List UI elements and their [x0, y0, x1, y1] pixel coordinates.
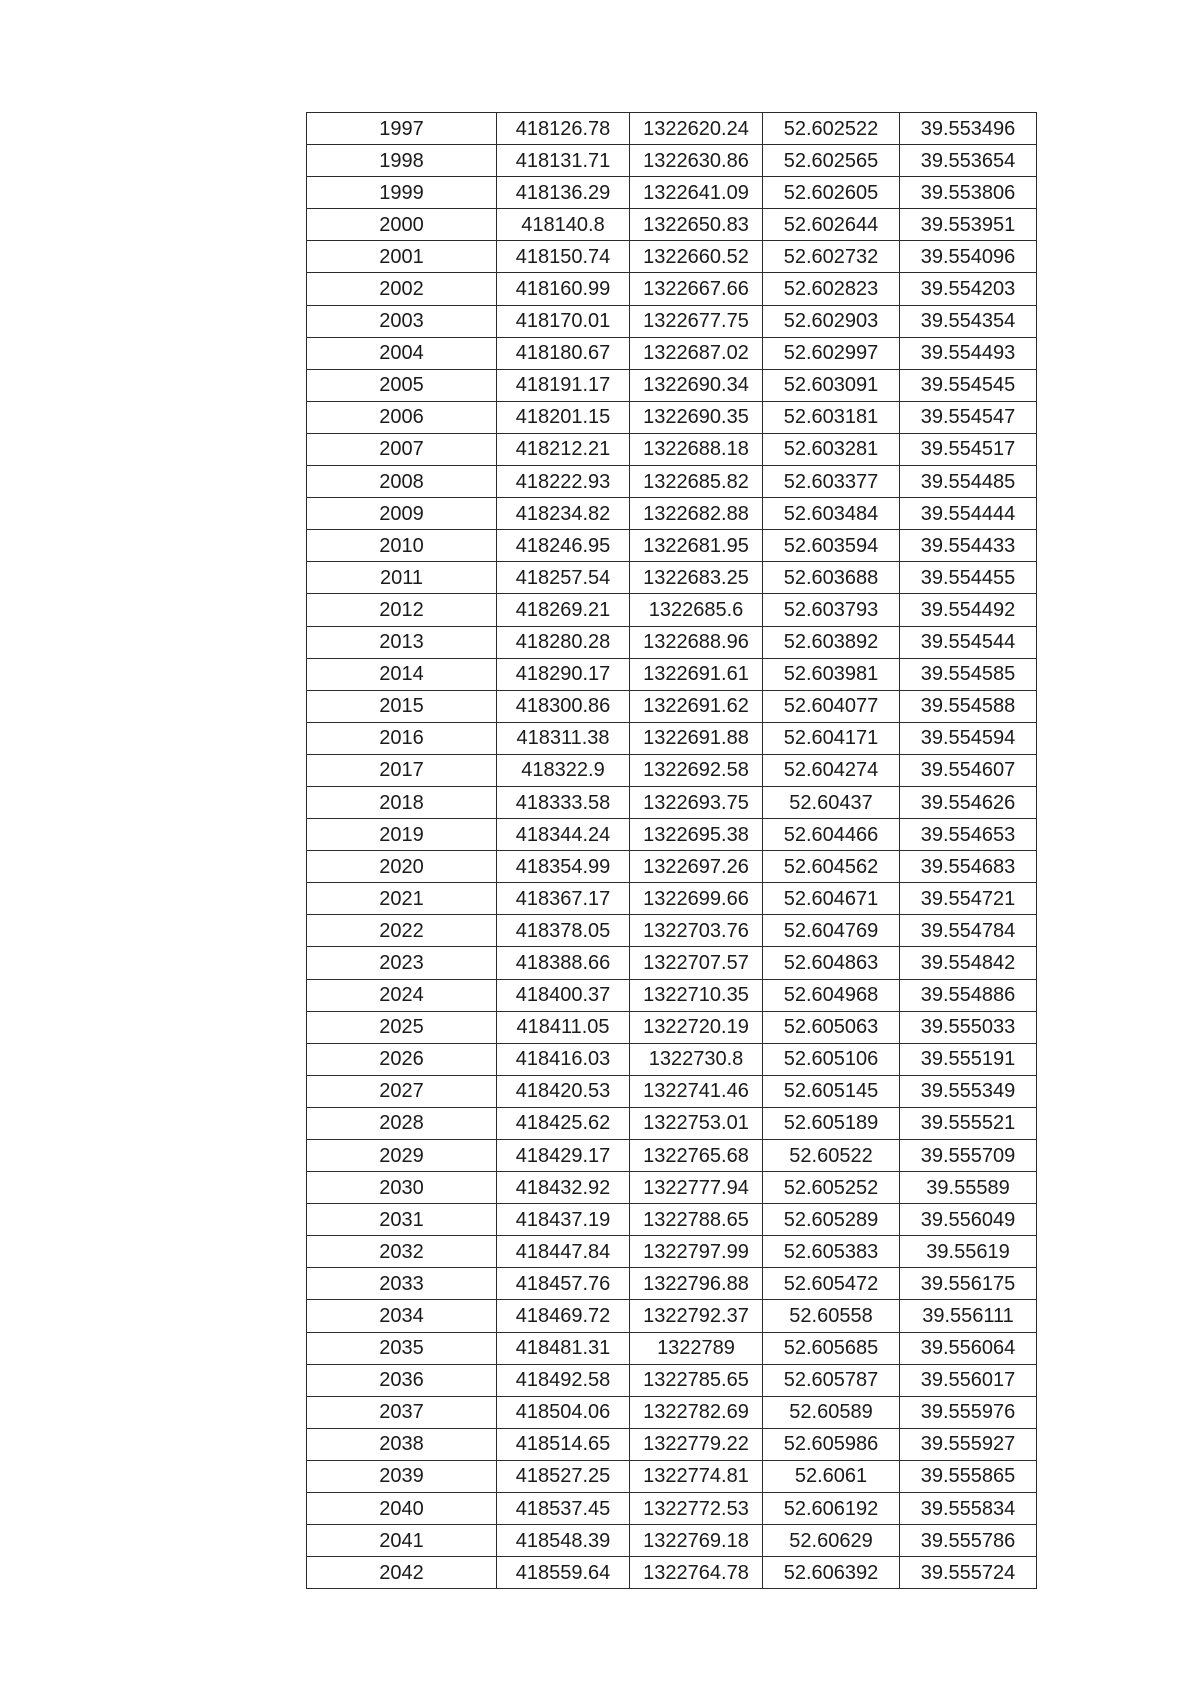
- latitude-cell: 52.602605: [763, 177, 900, 209]
- x-coordinate-cell: 418411.05: [497, 1011, 630, 1043]
- point-number-cell: 2018: [307, 786, 497, 818]
- longitude-cell: 39.554842: [900, 947, 1037, 979]
- x-coordinate-cell: 418160.99: [497, 273, 630, 305]
- latitude-cell: 52.606192: [763, 1493, 900, 1525]
- latitude-cell: 52.604562: [763, 851, 900, 883]
- longitude-cell: 39.554721: [900, 883, 1037, 915]
- point-number-cell: 2040: [307, 1493, 497, 1525]
- y-coordinate-cell: 1322699.66: [630, 883, 763, 915]
- y-coordinate-cell: 1322641.09: [630, 177, 763, 209]
- y-coordinate-cell: 1322788.65: [630, 1204, 763, 1236]
- latitude-cell: 52.60558: [763, 1300, 900, 1332]
- x-coordinate-cell: 418170.01: [497, 305, 630, 337]
- latitude-cell: 52.604274: [763, 754, 900, 786]
- table-row: [307, 722, 1037, 754]
- latitude-cell: 52.604769: [763, 915, 900, 947]
- point-number-cell: 2005: [307, 369, 497, 401]
- y-coordinate-cell: 1322650.83: [630, 209, 763, 241]
- latitude-cell: 52.605787: [763, 1364, 900, 1396]
- point-number-cell: 2030: [307, 1172, 497, 1204]
- table-row: [307, 209, 1037, 241]
- table-row: [307, 754, 1037, 786]
- x-coordinate-cell: 418354.99: [497, 851, 630, 883]
- point-number-cell: 2014: [307, 658, 497, 690]
- longitude-cell: 39.553806: [900, 177, 1037, 209]
- table-row: [307, 1140, 1037, 1172]
- x-coordinate-cell: 418432.92: [497, 1172, 630, 1204]
- latitude-cell: 52.605685: [763, 1332, 900, 1364]
- latitude-cell: 52.604968: [763, 979, 900, 1011]
- x-coordinate-cell: 418300.86: [497, 690, 630, 722]
- longitude-cell: 39.554203: [900, 273, 1037, 305]
- x-coordinate-cell: 418180.67: [497, 337, 630, 369]
- x-coordinate-cell: 418222.93: [497, 466, 630, 498]
- table-row: [307, 530, 1037, 562]
- point-number-cell: 2042: [307, 1557, 497, 1589]
- y-coordinate-cell: 1322630.86: [630, 145, 763, 177]
- y-coordinate-cell: 1322688.96: [630, 626, 763, 658]
- x-coordinate-cell: 418126.78: [497, 113, 630, 145]
- longitude-cell: 39.555521: [900, 1107, 1037, 1139]
- x-coordinate-cell: 418378.05: [497, 915, 630, 947]
- longitude-cell: 39.555033: [900, 1011, 1037, 1043]
- point-number-cell: 2024: [307, 979, 497, 1011]
- latitude-cell: 52.602732: [763, 241, 900, 273]
- point-number-cell: 2041: [307, 1525, 497, 1557]
- table-row: [307, 690, 1037, 722]
- table-row: [307, 979, 1037, 1011]
- longitude-cell: 39.555709: [900, 1140, 1037, 1172]
- y-coordinate-cell: 1322779.22: [630, 1428, 763, 1460]
- y-coordinate-cell: 1322741.46: [630, 1075, 763, 1107]
- table-row: [307, 273, 1037, 305]
- y-coordinate-cell: 1322683.25: [630, 562, 763, 594]
- y-coordinate-cell: 1322774.81: [630, 1460, 763, 1492]
- point-number-cell: 2038: [307, 1428, 497, 1460]
- longitude-cell: 39.556064: [900, 1332, 1037, 1364]
- table-row: [307, 1075, 1037, 1107]
- latitude-cell: 52.605145: [763, 1075, 900, 1107]
- table-row: [307, 145, 1037, 177]
- latitude-cell: 52.603181: [763, 401, 900, 433]
- latitude-cell: 52.602644: [763, 209, 900, 241]
- table-row: [307, 1364, 1037, 1396]
- latitude-cell: 52.605189: [763, 1107, 900, 1139]
- table-row: [307, 658, 1037, 690]
- table-row: [307, 1300, 1037, 1332]
- longitude-cell: 39.554626: [900, 786, 1037, 818]
- longitude-cell: 39.554547: [900, 401, 1037, 433]
- latitude-cell: 52.603981: [763, 658, 900, 690]
- longitude-cell: 39.554433: [900, 530, 1037, 562]
- y-coordinate-cell: 1322785.65: [630, 1364, 763, 1396]
- x-coordinate-cell: 418367.17: [497, 883, 630, 915]
- table-row: [307, 1428, 1037, 1460]
- point-number-cell: 2007: [307, 433, 497, 465]
- longitude-cell: 39.555191: [900, 1043, 1037, 1075]
- longitude-cell: 39.554096: [900, 241, 1037, 273]
- point-number-cell: 2000: [307, 209, 497, 241]
- table-row: [307, 113, 1037, 145]
- point-number-cell: 2012: [307, 594, 497, 626]
- longitude-cell: 39.554653: [900, 819, 1037, 851]
- y-coordinate-cell: 1322667.66: [630, 273, 763, 305]
- latitude-cell: 52.603281: [763, 433, 900, 465]
- longitude-cell: 39.554492: [900, 594, 1037, 626]
- longitude-cell: 39.553496: [900, 113, 1037, 145]
- latitude-cell: 52.606392: [763, 1557, 900, 1589]
- table-row: [307, 1493, 1037, 1525]
- y-coordinate-cell: 1322797.99: [630, 1236, 763, 1268]
- y-coordinate-cell: 1322690.35: [630, 401, 763, 433]
- point-number-cell: 2010: [307, 530, 497, 562]
- table-row: [307, 401, 1037, 433]
- table-row: [307, 1011, 1037, 1043]
- y-coordinate-cell: 1322687.02: [630, 337, 763, 369]
- longitude-cell: 39.555786: [900, 1525, 1037, 1557]
- table-row: [307, 1107, 1037, 1139]
- point-number-cell: 2033: [307, 1268, 497, 1300]
- table-row: [307, 1204, 1037, 1236]
- point-number-cell: 1998: [307, 145, 497, 177]
- table-row: [307, 433, 1037, 465]
- point-number-cell: 2004: [307, 337, 497, 369]
- x-coordinate-cell: 418246.95: [497, 530, 630, 562]
- x-coordinate-cell: 418257.54: [497, 562, 630, 594]
- x-coordinate-cell: 418269.21: [497, 594, 630, 626]
- longitude-cell: 39.554585: [900, 658, 1037, 690]
- longitude-cell: 39.555927: [900, 1428, 1037, 1460]
- x-coordinate-cell: 418469.72: [497, 1300, 630, 1332]
- latitude-cell: 52.604466: [763, 819, 900, 851]
- point-number-cell: 2029: [307, 1140, 497, 1172]
- point-number-cell: 2016: [307, 722, 497, 754]
- longitude-cell: 39.554544: [900, 626, 1037, 658]
- table-row: [307, 915, 1037, 947]
- point-number-cell: 2027: [307, 1075, 497, 1107]
- x-coordinate-cell: 418429.17: [497, 1140, 630, 1172]
- latitude-cell: 52.604863: [763, 947, 900, 979]
- table-row: [307, 626, 1037, 658]
- latitude-cell: 52.603688: [763, 562, 900, 594]
- point-number-cell: 2037: [307, 1396, 497, 1428]
- table-row: [307, 241, 1037, 273]
- point-number-cell: 2032: [307, 1236, 497, 1268]
- x-coordinate-cell: 418280.28: [497, 626, 630, 658]
- point-number-cell: 2031: [307, 1204, 497, 1236]
- table-row: [307, 1268, 1037, 1300]
- table-row: [307, 177, 1037, 209]
- x-coordinate-cell: 418201.15: [497, 401, 630, 433]
- longitude-cell: 39.554607: [900, 754, 1037, 786]
- x-coordinate-cell: 418322.9: [497, 754, 630, 786]
- x-coordinate-cell: 418514.65: [497, 1428, 630, 1460]
- table-row: [307, 851, 1037, 883]
- y-coordinate-cell: 1322710.35: [630, 979, 763, 1011]
- x-coordinate-cell: 418234.82: [497, 498, 630, 530]
- y-coordinate-cell: 1322707.57: [630, 947, 763, 979]
- longitude-cell: 39.555724: [900, 1557, 1037, 1589]
- latitude-cell: 52.604671: [763, 883, 900, 915]
- y-coordinate-cell: 1322691.88: [630, 722, 763, 754]
- point-number-cell: 2011: [307, 562, 497, 594]
- longitude-cell: 39.554683: [900, 851, 1037, 883]
- point-number-cell: 2015: [307, 690, 497, 722]
- x-coordinate-cell: 418131.71: [497, 145, 630, 177]
- latitude-cell: 52.603091: [763, 369, 900, 401]
- latitude-cell: 52.605472: [763, 1268, 900, 1300]
- table-row: [307, 1236, 1037, 1268]
- x-coordinate-cell: 418333.58: [497, 786, 630, 818]
- table-row: [307, 1525, 1037, 1557]
- longitude-cell: 39.555349: [900, 1075, 1037, 1107]
- longitude-cell: 39.554455: [900, 562, 1037, 594]
- table-row: [307, 819, 1037, 851]
- point-number-cell: 1997: [307, 113, 497, 145]
- x-coordinate-cell: 418344.24: [497, 819, 630, 851]
- y-coordinate-cell: 1322690.34: [630, 369, 763, 401]
- point-number-cell: 2009: [307, 498, 497, 530]
- y-coordinate-cell: 1322772.53: [630, 1493, 763, 1525]
- longitude-cell: 39.556175: [900, 1268, 1037, 1300]
- point-number-cell: 2026: [307, 1043, 497, 1075]
- y-coordinate-cell: 1322777.94: [630, 1172, 763, 1204]
- y-coordinate-cell: 1322792.37: [630, 1300, 763, 1332]
- longitude-cell: 39.554493: [900, 337, 1037, 369]
- x-coordinate-cell: 418150.74: [497, 241, 630, 273]
- x-coordinate-cell: 418311.38: [497, 722, 630, 754]
- longitude-cell: 39.55589: [900, 1172, 1037, 1204]
- longitude-cell: 39.554886: [900, 979, 1037, 1011]
- point-number-cell: 2028: [307, 1107, 497, 1139]
- y-coordinate-cell: 1322691.61: [630, 658, 763, 690]
- y-coordinate-cell: 1322677.75: [630, 305, 763, 337]
- table-row: [307, 594, 1037, 626]
- latitude-cell: 52.603892: [763, 626, 900, 658]
- table-row: [307, 305, 1037, 337]
- table-row: [307, 1172, 1037, 1204]
- longitude-cell: 39.556111: [900, 1300, 1037, 1332]
- point-number-cell: 2002: [307, 273, 497, 305]
- latitude-cell: 52.605986: [763, 1428, 900, 1460]
- table-row: [307, 562, 1037, 594]
- table-row: [307, 1396, 1037, 1428]
- latitude-cell: 52.602997: [763, 337, 900, 369]
- point-number-cell: 2003: [307, 305, 497, 337]
- y-coordinate-cell: 1322691.62: [630, 690, 763, 722]
- longitude-cell: 39.554784: [900, 915, 1037, 947]
- longitude-cell: 39.554517: [900, 433, 1037, 465]
- x-coordinate-cell: 418140.8: [497, 209, 630, 241]
- table-row: [307, 1460, 1037, 1492]
- y-coordinate-cell: 1322685.6: [630, 594, 763, 626]
- latitude-cell: 52.60589: [763, 1396, 900, 1428]
- latitude-cell: 52.60437: [763, 786, 900, 818]
- x-coordinate-cell: 418388.66: [497, 947, 630, 979]
- point-number-cell: 2001: [307, 241, 497, 273]
- latitude-cell: 52.604171: [763, 722, 900, 754]
- y-coordinate-cell: 1322796.88: [630, 1268, 763, 1300]
- latitude-cell: 52.605289: [763, 1204, 900, 1236]
- latitude-cell: 52.605063: [763, 1011, 900, 1043]
- y-coordinate-cell: 1322620.24: [630, 113, 763, 145]
- longitude-cell: 39.554545: [900, 369, 1037, 401]
- latitude-cell: 52.603793: [763, 594, 900, 626]
- point-number-cell: 2022: [307, 915, 497, 947]
- y-coordinate-cell: 1322685.82: [630, 466, 763, 498]
- latitude-cell: 52.604077: [763, 690, 900, 722]
- x-coordinate-cell: 418457.76: [497, 1268, 630, 1300]
- point-number-cell: 2034: [307, 1300, 497, 1332]
- table-row: [307, 1557, 1037, 1589]
- y-coordinate-cell: 1322720.19: [630, 1011, 763, 1043]
- point-number-cell: 1999: [307, 177, 497, 209]
- point-number-cell: 2013: [307, 626, 497, 658]
- table-row: [307, 466, 1037, 498]
- latitude-cell: 52.602522: [763, 113, 900, 145]
- x-coordinate-cell: 418437.19: [497, 1204, 630, 1236]
- x-coordinate-cell: 418416.03: [497, 1043, 630, 1075]
- y-coordinate-cell: 1322703.76: [630, 915, 763, 947]
- latitude-cell: 52.60629: [763, 1525, 900, 1557]
- x-coordinate-cell: 418290.17: [497, 658, 630, 690]
- latitude-cell: 52.602903: [763, 305, 900, 337]
- x-coordinate-cell: 418527.25: [497, 1460, 630, 1492]
- latitude-cell: 52.603484: [763, 498, 900, 530]
- y-coordinate-cell: 1322660.52: [630, 241, 763, 273]
- latitude-cell: 52.603594: [763, 530, 900, 562]
- x-coordinate-cell: 418492.58: [497, 1364, 630, 1396]
- y-coordinate-cell: 1322782.69: [630, 1396, 763, 1428]
- point-number-cell: 2020: [307, 851, 497, 883]
- longitude-cell: 39.556017: [900, 1364, 1037, 1396]
- longitude-cell: 39.556049: [900, 1204, 1037, 1236]
- latitude-cell: 52.605106: [763, 1043, 900, 1075]
- longitude-cell: 39.554485: [900, 466, 1037, 498]
- point-number-cell: 2039: [307, 1460, 497, 1492]
- x-coordinate-cell: 418548.39: [497, 1525, 630, 1557]
- longitude-cell: 39.555834: [900, 1493, 1037, 1525]
- y-coordinate-cell: 1322697.26: [630, 851, 763, 883]
- longitude-cell: 39.554444: [900, 498, 1037, 530]
- latitude-cell: 52.605252: [763, 1172, 900, 1204]
- x-coordinate-cell: 418504.06: [497, 1396, 630, 1428]
- y-coordinate-cell: 1322764.78: [630, 1557, 763, 1589]
- x-coordinate-cell: 418425.62: [497, 1107, 630, 1139]
- table-row: [307, 337, 1037, 369]
- table-row: [307, 947, 1037, 979]
- y-coordinate-cell: 1322681.95: [630, 530, 763, 562]
- y-coordinate-cell: 1322753.01: [630, 1107, 763, 1139]
- table-row: [307, 1332, 1037, 1364]
- x-coordinate-cell: 418537.45: [497, 1493, 630, 1525]
- latitude-cell: 52.602565: [763, 145, 900, 177]
- point-number-cell: 2017: [307, 754, 497, 786]
- point-number-cell: 2023: [307, 947, 497, 979]
- point-number-cell: 2021: [307, 883, 497, 915]
- x-coordinate-cell: 418447.84: [497, 1236, 630, 1268]
- point-number-cell: 2008: [307, 466, 497, 498]
- point-number-cell: 2006: [307, 401, 497, 433]
- longitude-cell: 39.553951: [900, 209, 1037, 241]
- x-coordinate-cell: 418212.21: [497, 433, 630, 465]
- table-row: [307, 1043, 1037, 1075]
- longitude-cell: 39.554588: [900, 690, 1037, 722]
- x-coordinate-cell: 418136.29: [497, 177, 630, 209]
- y-coordinate-cell: 1322682.88: [630, 498, 763, 530]
- x-coordinate-cell: 418481.31: [497, 1332, 630, 1364]
- x-coordinate-cell: 418559.64: [497, 1557, 630, 1589]
- longitude-cell: 39.554594: [900, 722, 1037, 754]
- x-coordinate-cell: 418191.17: [497, 369, 630, 401]
- point-number-cell: 2035: [307, 1332, 497, 1364]
- x-coordinate-cell: 418420.53: [497, 1075, 630, 1107]
- longitude-cell: 39.554354: [900, 305, 1037, 337]
- y-coordinate-cell: 1322693.75: [630, 786, 763, 818]
- y-coordinate-cell: 1322769.18: [630, 1525, 763, 1557]
- y-coordinate-cell: 1322688.18: [630, 433, 763, 465]
- latitude-cell: 52.6061: [763, 1460, 900, 1492]
- x-coordinate-cell: 418400.37: [497, 979, 630, 1011]
- y-coordinate-cell: 1322692.58: [630, 754, 763, 786]
- point-number-cell: 2036: [307, 1364, 497, 1396]
- latitude-cell: 52.605383: [763, 1236, 900, 1268]
- table-body: [307, 113, 1037, 1589]
- y-coordinate-cell: 1322695.38: [630, 819, 763, 851]
- point-number-cell: 2019: [307, 819, 497, 851]
- y-coordinate-cell: 1322789: [630, 1332, 763, 1364]
- latitude-cell: 52.602823: [763, 273, 900, 305]
- table-row: [307, 498, 1037, 530]
- longitude-cell: 39.553654: [900, 145, 1037, 177]
- table-row: [307, 883, 1037, 915]
- latitude-cell: 52.603377: [763, 466, 900, 498]
- table-row: [307, 369, 1037, 401]
- coordinates-table: [306, 112, 1037, 1589]
- longitude-cell: 39.55619: [900, 1236, 1037, 1268]
- table-row: [307, 786, 1037, 818]
- latitude-cell: 52.60522: [763, 1140, 900, 1172]
- longitude-cell: 39.555976: [900, 1396, 1037, 1428]
- point-number-cell: 2025: [307, 1011, 497, 1043]
- y-coordinate-cell: 1322730.8: [630, 1043, 763, 1075]
- longitude-cell: 39.555865: [900, 1460, 1037, 1492]
- y-coordinate-cell: 1322765.68: [630, 1140, 763, 1172]
